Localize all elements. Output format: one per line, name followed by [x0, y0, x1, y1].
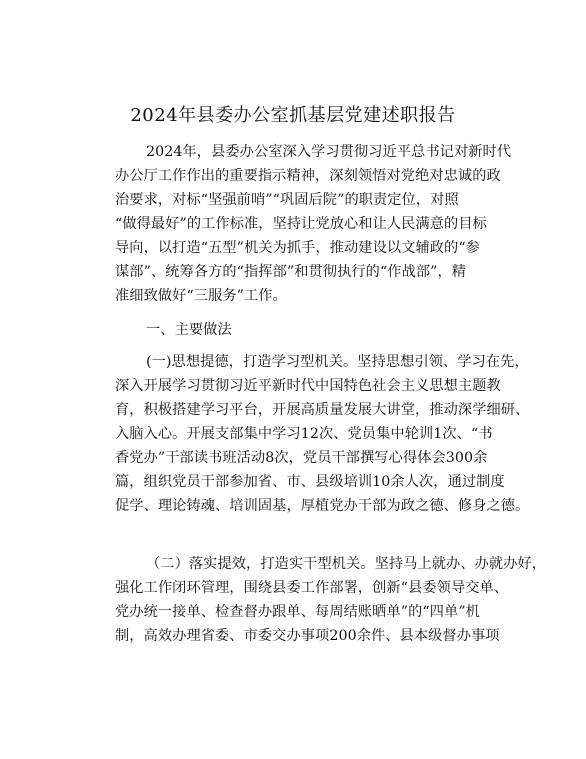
paragraph-line: 强化工作闭环管理，围绕县委工作部署，创新“县委领导交单、 — [115, 580, 509, 596]
paragraph-line: 谋部”、统筹各方的“指挥部”和贯彻执行的“作战部”，精 — [115, 264, 467, 280]
paragraph-line: 2024年，县委办公室深入学习贯彻习近平总书记对新时代 — [146, 144, 512, 160]
paragraph-line: 制，高效办理省委、市委交办事项200余件、县本级督办事项 — [115, 628, 500, 644]
paragraph-line: （二）落实提效，打造实干型机关。坚持马上就办、办就办好， — [146, 556, 547, 572]
paragraph-line: 促学、理论铸魂、培训固基，厚植党办干部为政之德、修身之德。 — [115, 498, 530, 514]
paragraph-line: 党办统一接单、检查督办跟单、每周结账晒单”的“四单”机 — [115, 604, 480, 620]
paragraph-line: 深入开展学习贯彻习近平新时代中国特色社会主义思想主题教 — [115, 378, 501, 394]
paragraph-line: “做得最好”的工作标准，坚持让党放心和让人民满意的目标 — [115, 216, 487, 232]
paragraph-line: 入脑入心。开展支部集中学习12次、党员集中轮训1次、“书 — [115, 426, 493, 442]
paragraph-line: 准细致做好“三服务”工作。 — [115, 288, 287, 304]
paragraph-line: (一)思想提德，打造学习型机关。坚持思想引领、学习在先， — [146, 354, 529, 370]
paragraph-line: 香党办”干部读书班活动8次，党员干部撰写心得体会300余 — [115, 450, 488, 466]
paragraph-line: 篇，组织党员干部参加省、市、县级培训10余人次，通过制度 — [115, 474, 505, 490]
paragraph-line: 办公厅工作作出的重要指示精神，深刻领悟对党绝对忠诚的政 — [115, 168, 501, 184]
document-title: 2024年县委办公室抓基层党建述职报告 — [130, 105, 456, 126]
paragraph-line: 导向，以打造“五型”机关为抓手，推动建设以文辅政的“参 — [115, 240, 480, 256]
paragraph-line: 育，积极搭建学习平台，开展高质量发展大讲堂，推动深学细研、 — [115, 402, 530, 418]
section-heading: 一、主要做法 — [146, 322, 232, 338]
paragraph-line: 治要求，对标“坚强前哨”“巩固后院”的职责定位，对照 — [115, 192, 459, 208]
